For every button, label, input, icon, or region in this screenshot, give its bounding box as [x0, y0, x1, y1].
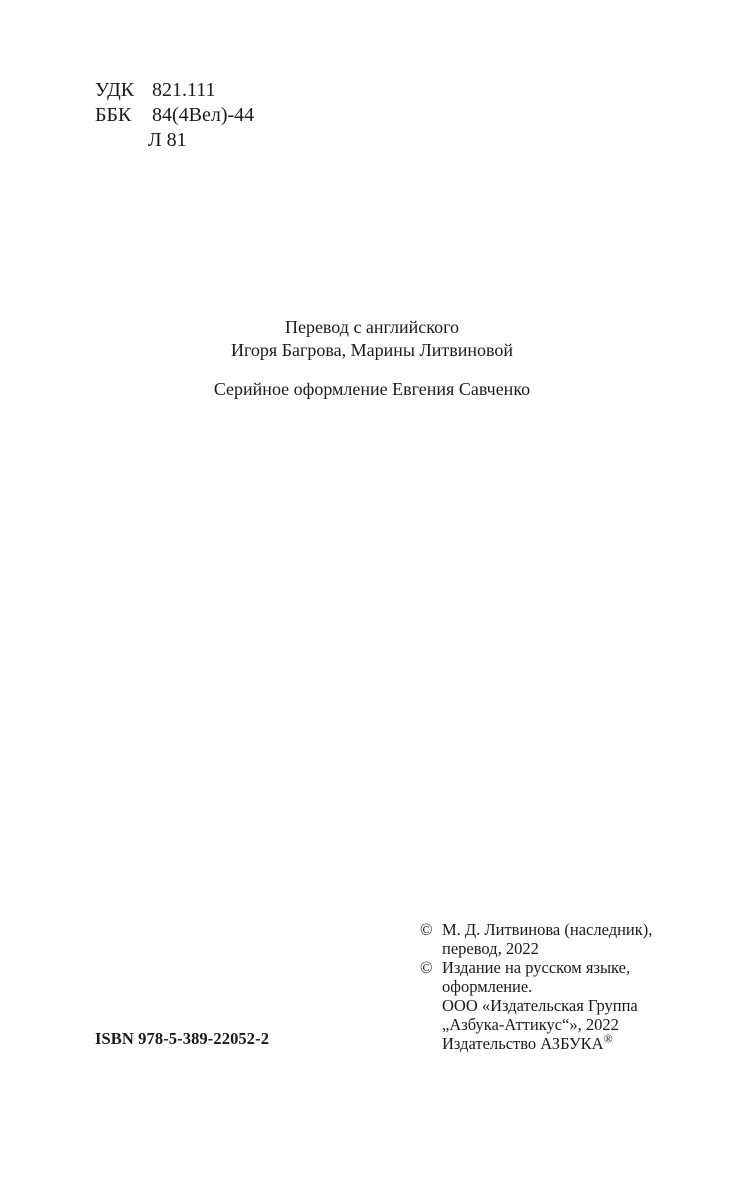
series-design-credit: Серийное оформление Евгения Савченко: [213, 379, 531, 399]
copyright-entry2-line4: „Азбука-Аттикус“», 2022: [442, 1015, 619, 1034]
copyright-block: [420, 920, 720, 1053]
copyright-entry-translation: [420, 920, 720, 958]
copyright-entry2-line1: Издание на русском языке,: [442, 958, 631, 977]
udk-value: 821.111: [152, 79, 216, 101]
bbk-label: ББК: [95, 104, 132, 126]
copyright-entry2-line2: оформление.: [442, 977, 533, 996]
credits-block: [0, 316, 744, 401]
bbk-value: 84(4Вел)-44: [152, 104, 255, 126]
publisher-name: Издательство АЗБУКА: [442, 1034, 604, 1053]
bbk-row: [95, 103, 254, 128]
author-mark: Л 81: [148, 129, 187, 151]
isbn: ISBN 978-5-389-22052-2: [95, 1029, 270, 1048]
copyright-entry2-line5: [442, 1031, 720, 1053]
copyright-entry2-line3: ООО «Издательская Группа: [442, 996, 638, 1015]
copyright-symbol: ©: [420, 920, 433, 939]
udk-row: [95, 78, 254, 103]
translation-line-2: Игоря Багрова, Марины Литвиновой: [230, 340, 513, 360]
translation-line-1: Перевод с английского: [284, 317, 460, 337]
classification-block: [95, 78, 254, 153]
copyright-entry1-line1: М. Д. Литвинова (наследник),: [442, 920, 653, 939]
copyright-entry-edition: [420, 958, 720, 1053]
registered-mark: ®: [603, 1031, 613, 1046]
copyright-symbol: ©: [420, 958, 433, 977]
copyright-entry1-line2: перевод, 2022: [442, 939, 539, 958]
udk-label: УДК: [95, 79, 135, 101]
